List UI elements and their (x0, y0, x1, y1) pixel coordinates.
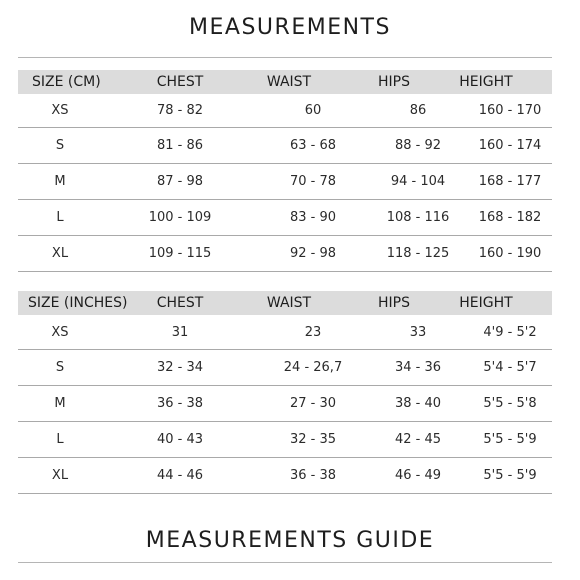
header-waist: WAIST (266, 295, 312, 311)
header-height: HEIGHT (459, 295, 513, 311)
cell-height: 5'5 - 5'8 (483, 396, 537, 411)
cell-size: XS (51, 103, 69, 118)
cell-hips: 42 - 45 (394, 432, 442, 447)
cell-size: XL (51, 468, 69, 483)
cell-height: 5'5 - 5'9 (483, 468, 537, 483)
cell-waist: 36 - 38 (289, 468, 337, 483)
header-chest: CHEST (156, 74, 204, 90)
cell-waist: 27 - 30 (289, 396, 337, 411)
cell-size: L (56, 432, 64, 447)
cell-chest: 36 - 38 (156, 396, 204, 411)
cell-size: M (54, 174, 66, 189)
cell-hips: 33 (409, 324, 427, 340)
cell-height: 4'9 - 5'2 (483, 324, 537, 340)
table-row (18, 350, 552, 386)
cell-chest: 87 - 98 (156, 174, 204, 189)
cell-hips: 46 - 49 (394, 468, 442, 483)
title-divider (18, 57, 552, 58)
cell-size: S (55, 138, 65, 153)
guide-divider (18, 562, 552, 563)
header-waist: WAIST (266, 74, 312, 90)
cell-hips: 86 (409, 103, 427, 118)
header-hips: HIPS (378, 74, 410, 90)
cell-height: 168 - 177 (478, 174, 542, 189)
cell-hips: 108 - 116 (386, 210, 450, 225)
cell-hips: 94 - 104 (390, 174, 446, 189)
header-size: SIZE (INCHES) (28, 295, 128, 311)
cell-waist: 63 - 68 (289, 138, 337, 153)
table-row (18, 386, 552, 422)
cell-waist: 60 (304, 103, 322, 118)
cell-chest: 44 - 46 (156, 468, 204, 483)
cell-height: 160 - 190 (478, 246, 542, 261)
table-row (18, 236, 552, 272)
cell-height: 5'5 - 5'9 (483, 432, 537, 447)
cell-chest: 78 - 82 (156, 103, 204, 118)
cell-chest: 31 (171, 324, 189, 340)
guide-title: MEASUREMENTS GUIDE (145, 528, 435, 553)
inch-table-header (18, 291, 552, 315)
table-row (18, 458, 552, 494)
page-title: MEASUREMENTS (189, 15, 391, 40)
table-row (18, 422, 552, 458)
cell-chest: 40 - 43 (156, 432, 204, 447)
cell-size: XL (51, 246, 69, 261)
cell-height: 160 - 174 (478, 138, 542, 153)
table-row (18, 315, 552, 350)
cm-size-table (18, 70, 552, 272)
cell-size: S (55, 360, 65, 375)
cell-chest: 81 - 86 (156, 138, 204, 153)
cell-hips: 118 - 125 (386, 246, 450, 261)
cell-height: 160 - 170 (478, 103, 542, 118)
cell-size: XS (51, 324, 69, 340)
cell-height: 168 - 182 (478, 210, 542, 225)
cell-waist: 32 - 35 (289, 432, 337, 447)
cell-waist: 70 - 78 (289, 174, 337, 189)
inch-size-table (18, 291, 552, 494)
cell-hips: 34 - 36 (394, 360, 442, 375)
header-chest: CHEST (156, 295, 204, 311)
header-hips: HIPS (378, 295, 410, 311)
cell-height: 5'4 - 5'7 (483, 360, 537, 375)
table-row (18, 94, 552, 128)
cell-chest: 32 - 34 (156, 360, 204, 375)
cell-waist: 83 - 90 (289, 210, 337, 225)
cell-waist: 92 - 98 (289, 246, 337, 261)
cell-waist: 24 - 26,7 (283, 360, 343, 375)
cell-chest: 109 - 115 (148, 246, 212, 261)
table-row (18, 164, 552, 200)
cell-waist: 23 (304, 324, 322, 340)
cell-size: M (54, 396, 66, 411)
cell-hips: 88 - 92 (394, 138, 442, 153)
cell-size: L (56, 210, 64, 225)
cm-table-header (18, 70, 552, 94)
cell-chest: 100 - 109 (148, 210, 212, 225)
header-size: SIZE (CM) (32, 74, 101, 90)
table-row (18, 128, 552, 164)
header-height: HEIGHT (459, 74, 513, 90)
table-row (18, 200, 552, 236)
cell-hips: 38 - 40 (394, 396, 442, 411)
